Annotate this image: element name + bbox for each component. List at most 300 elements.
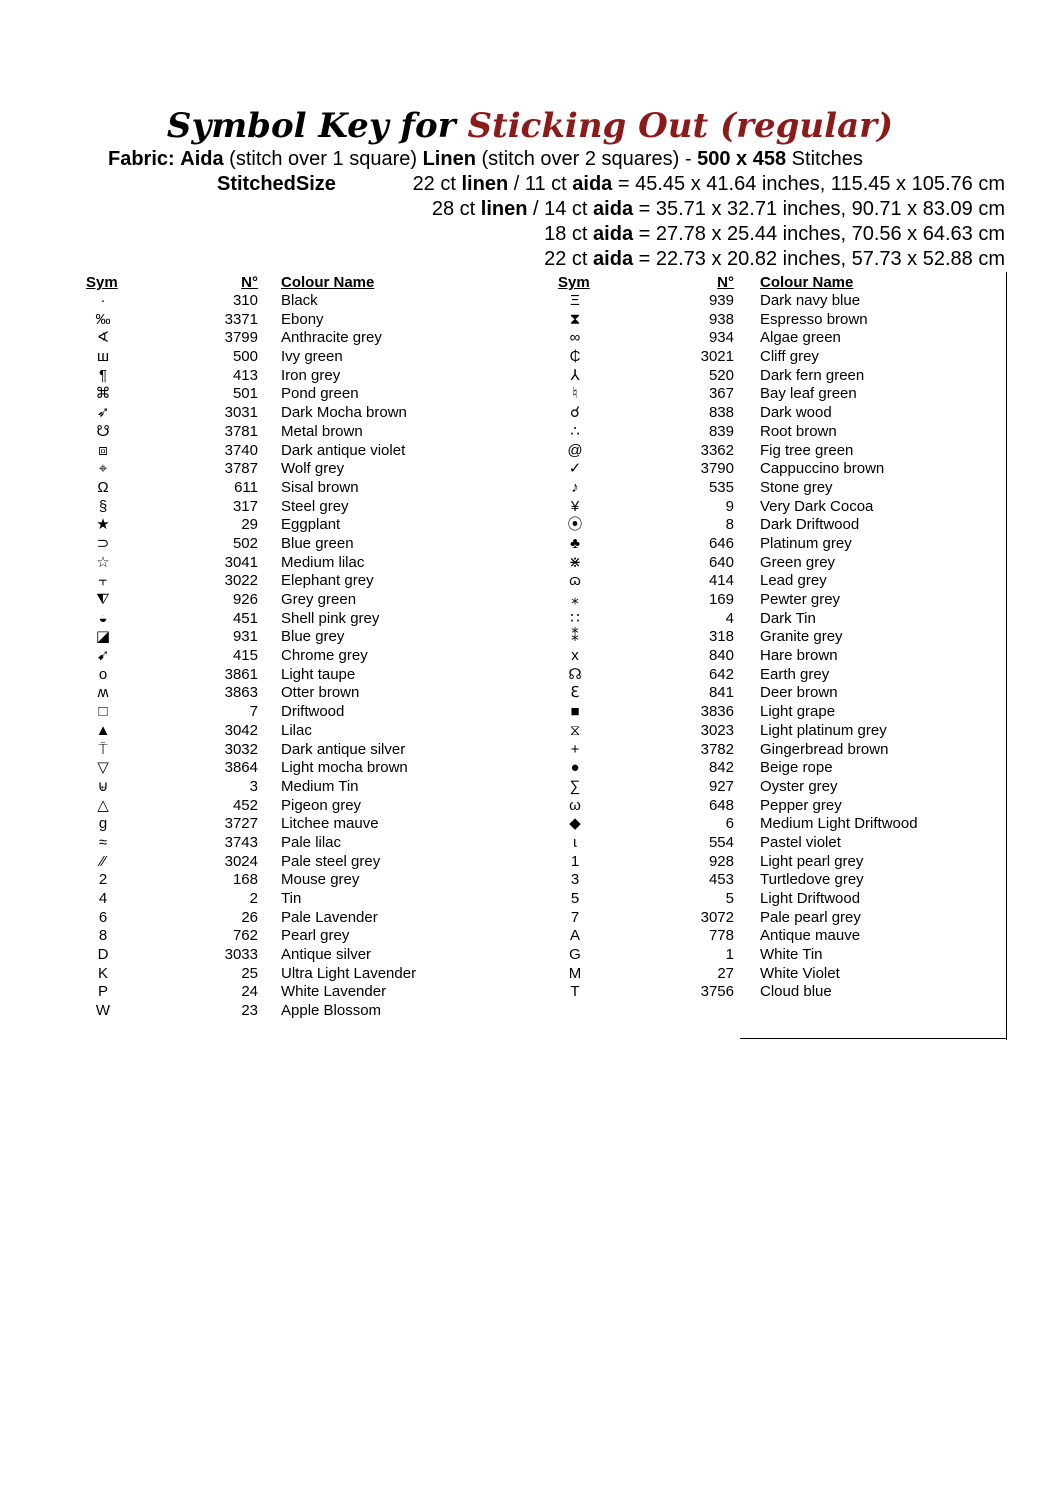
number-cell: 501 [232, 385, 258, 403]
colour-name-cell: Black [281, 292, 318, 309]
number-cell: 3861 [224, 665, 258, 683]
number-cell: 3032 [224, 740, 258, 758]
size-fabric-a: linen [480, 198, 528, 220]
fabric-aida: Aida [180, 148, 224, 170]
symbol-cell: g [98, 815, 108, 833]
colour-name-cell: Pewter grey [760, 591, 841, 608]
number-cell: 3041 [224, 553, 258, 571]
table-row [520, 871, 1020, 890]
table-row [0, 535, 520, 554]
colour-name-cell: Blue green [281, 534, 354, 552]
colour-name-cell: Granite grey [760, 628, 843, 646]
size-value: = 45.45 x 41.64 inches, 115.45 x 105.76 cm [617, 173, 1005, 195]
stitched-size-label: StitchedSize [217, 173, 336, 195]
table-row [0, 385, 520, 404]
colour-name-cell: Pearl grey [281, 927, 350, 945]
colour-name-cell: Pale lilac [281, 833, 342, 851]
number-cell: 3371 [224, 310, 258, 328]
table-row [0, 722, 520, 741]
table-row [520, 834, 1020, 853]
number-cell: 3864 [224, 759, 258, 777]
symbol-cell: 5 [570, 890, 580, 907]
number-cell: 5 [725, 890, 734, 907]
number-cell: 3740 [224, 441, 258, 459]
number-cell: 3362 [700, 441, 734, 459]
symbol-cell: ⫟ [98, 572, 108, 590]
size-line [544, 222, 1005, 246]
header-name-right: Colour Name [760, 274, 854, 291]
number-cell: 938 [708, 310, 734, 328]
symbol-cell: ☊ [568, 665, 582, 683]
colour-name-cell: Oyster grey [760, 777, 838, 795]
table-row [0, 759, 520, 778]
table-row [520, 722, 1020, 741]
table-row [520, 890, 1020, 909]
colour-name-cell: Iron grey [281, 366, 341, 384]
colour-name-cell: Elephant grey [281, 572, 374, 590]
table-row [0, 292, 520, 311]
colour-name-cell: Beige rope [760, 759, 833, 777]
table-row [0, 572, 520, 591]
number-cell: 318 [708, 628, 734, 646]
number-cell: 842 [708, 759, 734, 777]
colour-name-cell: Wolf grey [281, 460, 345, 478]
colour-name-cell: Mouse grey [281, 871, 360, 889]
symbol-cell: ʍ [97, 684, 109, 702]
symbol-cell: ш [96, 348, 110, 366]
symbol-cell: ⋇ [568, 553, 582, 571]
number-cell: 453 [708, 871, 734, 889]
symbol-cell: Ξ [570, 292, 580, 309]
colour-name-cell: Platinum grey [760, 534, 852, 552]
number-cell: 3743 [224, 833, 258, 851]
symbol-cell: ⧗ [569, 310, 581, 328]
number-cell: 451 [232, 609, 258, 627]
symbol-cell: ☌ [569, 404, 581, 422]
border-right [1006, 272, 1007, 1040]
symbol-cell: D [97, 946, 109, 964]
size-value: = 35.71 x 32.71 inches, 90.71 x 83.09 cm [638, 198, 1005, 220]
number-cell: 3787 [224, 460, 258, 478]
number-cell: 317 [232, 497, 258, 515]
symbol-cell: ◆ [569, 815, 581, 833]
symbol-cell: x [571, 647, 579, 665]
number-cell: 502 [232, 534, 258, 552]
colour-name-cell: White Violet [760, 964, 840, 982]
number-cell: 168 [232, 871, 258, 889]
number-cell: 3022 [224, 572, 258, 590]
table-row [0, 367, 520, 386]
colour-name-cell: Dark navy blue [760, 292, 861, 309]
symbol-cell: ✓ [568, 460, 582, 478]
size-fabric-b: aida [593, 198, 634, 220]
colour-name-cell: Cloud blue [760, 983, 832, 1001]
number-cell: 7 [249, 703, 258, 721]
symbol-cell: ℇ [570, 684, 580, 702]
number-cell: 762 [232, 927, 258, 945]
table-row [0, 329, 520, 348]
number-cell: 778 [708, 927, 734, 945]
number-cell: 3031 [224, 404, 258, 422]
size-line [413, 172, 1005, 196]
number-cell: 413 [232, 366, 258, 384]
number-cell: 642 [708, 665, 734, 683]
number-cell: 29 [241, 516, 258, 534]
symbol-cell: ⦿ [567, 516, 583, 534]
table-row [0, 423, 520, 442]
table-row [0, 610, 520, 629]
number-cell: 3727 [224, 815, 258, 833]
colour-name-cell: Dark Tin [760, 609, 816, 627]
symbol-cell: o [98, 665, 108, 683]
number-cell: 646 [708, 534, 734, 552]
table-row [0, 853, 520, 872]
number-cell: 367 [708, 385, 734, 403]
colour-name-cell: Ebony [281, 310, 324, 328]
number-cell: 169 [708, 591, 734, 608]
colour-name-cell: Cappuccino brown [760, 460, 885, 478]
colour-name-cell: Dark Driftwood [760, 516, 860, 534]
number-cell: 3781 [224, 422, 258, 440]
table-row [0, 983, 520, 1002]
colour-name-cell: Pale Lavender [281, 908, 378, 926]
symbol-cell: ⊌ [97, 777, 109, 795]
symbol-cell: ● [570, 759, 580, 777]
colour-name-cell: Dark Mocha brown [281, 404, 407, 422]
header-name-left: Colour Name [281, 274, 375, 291]
number-cell: 4 [725, 609, 734, 627]
symbol-cell: Ω [97, 478, 109, 496]
number-cell: 3756 [700, 983, 734, 1001]
colour-name-cell: Stone grey [760, 478, 833, 496]
table-row [0, 591, 520, 610]
number-cell: 934 [708, 329, 734, 347]
symbol-cell: ★ [96, 516, 110, 534]
colour-name-cell: White Tin [760, 946, 823, 964]
table-row [520, 778, 1020, 797]
colour-name-cell: Light pearl grey [760, 852, 864, 870]
table-row [0, 460, 520, 479]
stitch-count: 500 x 458 [697, 148, 787, 170]
fabric-aida-note: (stitch over 1 square) [229, 148, 418, 170]
symbol-cell: ‰ [95, 310, 111, 328]
colour-name-cell: Earth grey [760, 665, 830, 683]
symbol-cell: 6 [98, 908, 108, 926]
symbol-cell: G [569, 946, 581, 964]
number-cell: 928 [708, 852, 734, 870]
number-cell: 554 [708, 833, 734, 851]
number-cell: 640 [708, 553, 734, 571]
number-cell: 927 [708, 777, 734, 795]
fabric-linen: Linen [422, 148, 476, 170]
size-fabric-a: aida [593, 223, 634, 245]
colour-name-cell: Eggplant [281, 516, 341, 534]
table-row [520, 572, 1020, 591]
symbol-cell: ¶ [98, 366, 108, 384]
colour-name-cell: Light taupe [281, 665, 356, 683]
colour-name-cell: White Lavender [281, 983, 387, 1001]
symbol-cell: ➶ [96, 404, 110, 422]
table-row [520, 385, 1020, 404]
symbol-cell: ɷ [569, 572, 581, 590]
number-cell: 3863 [224, 684, 258, 702]
size-line [432, 197, 1005, 221]
symbol-cell: ⁄⁄ [100, 852, 106, 870]
symbol-cell: ♣ [570, 534, 580, 552]
symbol-cell: ⧈ [98, 441, 108, 459]
table-row [0, 909, 520, 928]
number-cell: 926 [232, 591, 258, 608]
number-cell: 535 [708, 478, 734, 496]
number-cell: 3072 [700, 908, 734, 926]
colour-name-cell: Pale pearl grey [760, 908, 861, 926]
number-cell: 839 [708, 422, 734, 440]
table-row [520, 927, 1020, 946]
symbol-cell: 7 [570, 908, 580, 926]
table-row [520, 498, 1020, 517]
table-row [0, 628, 520, 647]
fabric-label: Fabric: [108, 148, 175, 170]
table-row [0, 554, 520, 573]
colour-name-cell: Pepper grey [760, 796, 842, 814]
table-row [0, 666, 520, 685]
table-row [0, 815, 520, 834]
number-cell: 3033 [224, 946, 258, 964]
symbol-cell: § [98, 497, 108, 515]
number-cell: 611 [234, 478, 258, 496]
colour-name-cell: Driftwood [281, 703, 345, 721]
symbol-cell: 4 [98, 890, 108, 907]
symbol-cell: A [569, 927, 580, 945]
symbol-cell: ω [569, 796, 581, 814]
table-row [0, 442, 520, 461]
colour-name-cell: Pond green [281, 385, 359, 403]
table-row [520, 479, 1020, 498]
colour-name-cell: Dark antique violet [281, 441, 406, 459]
symbol-cell: ◒ [98, 609, 108, 627]
symbol-cell: △ [97, 796, 109, 814]
size-ct: 18 ct [544, 223, 588, 245]
colour-name-cell: Root brown [760, 422, 837, 440]
colour-name-cell: Cliff grey [760, 348, 819, 366]
number-cell: 25 [241, 964, 258, 982]
symbol-cell: ⅄ [570, 366, 580, 384]
symbol-cell: ⌘ [95, 385, 111, 403]
number-cell: 3790 [700, 460, 734, 478]
table-row [520, 554, 1020, 573]
colour-name-cell: Antique silver [281, 946, 372, 964]
pattern-name: Sticking Out (regular) [467, 106, 894, 146]
size-ct: 22 ct [544, 248, 588, 270]
symbol-cell: ▲ [95, 721, 111, 739]
colour-name-cell: Dark wood [760, 404, 832, 422]
size-line [544, 247, 1005, 271]
table-row [0, 647, 520, 666]
table-row [520, 815, 1020, 834]
colour-name-cell: Light platinum grey [760, 721, 887, 739]
symbol-cell: M [568, 964, 582, 982]
table-row [0, 498, 520, 517]
header-num-left: N° [241, 274, 258, 291]
table-row [520, 759, 1020, 778]
symbol-cell: □ [98, 703, 108, 721]
symbol-cell: ⧖ [569, 721, 581, 739]
symbol-cell: ☆ [96, 553, 110, 571]
table-row [520, 516, 1020, 535]
symbol-cell: 3 [570, 871, 580, 889]
key-table-left [0, 292, 520, 1021]
table-row [520, 535, 1020, 554]
size-fabric-a: aida [593, 248, 634, 270]
table-row [0, 871, 520, 890]
colour-name-cell: Espresso brown [760, 310, 868, 328]
colour-name-cell: Litchee mauve [281, 815, 379, 833]
colour-name-cell: Metal brown [281, 422, 363, 440]
table-row [520, 311, 1020, 330]
number-cell: 838 [708, 404, 734, 422]
colour-name-cell: Pale steel grey [281, 852, 381, 870]
symbol-cell: 1 [570, 852, 580, 870]
colour-name-cell: Sisal brown [281, 478, 359, 496]
colour-name-cell: Algae green [760, 329, 841, 347]
colour-name-cell: Grey green [281, 591, 357, 608]
table-row [0, 741, 520, 760]
size-fabric-b: aida [572, 173, 613, 195]
table-row [520, 591, 1020, 610]
table-row [520, 460, 1020, 479]
table-row [0, 946, 520, 965]
size-value: = 22.73 x 20.82 inches, 57.73 x 52.88 cm [638, 248, 1005, 270]
table-row [520, 367, 1020, 386]
table-row [520, 853, 1020, 872]
header-sym-right: Sym [558, 274, 590, 291]
number-cell: 840 [708, 647, 734, 665]
colour-name-cell: Light Driftwood [760, 890, 861, 907]
table-row [520, 404, 1020, 423]
number-cell: 3836 [700, 703, 734, 721]
size-value: = 27.78 x 25.44 inches, 70.56 x 64.63 cm [638, 223, 1005, 245]
colour-name-cell: Pigeon grey [281, 796, 362, 814]
number-cell: 6 [725, 815, 734, 833]
symbol-cell: ⍑ [98, 740, 108, 758]
colour-name-cell: Medium lilac [281, 553, 365, 571]
table-row [520, 348, 1020, 367]
table-row [520, 628, 1020, 647]
table-row [520, 983, 1020, 1002]
table-row [0, 797, 520, 816]
number-cell: 414 [708, 572, 734, 590]
symbol-cell: ▽ [97, 759, 109, 777]
table-row [520, 797, 1020, 816]
number-cell: 9 [725, 497, 734, 515]
table-row [0, 1002, 520, 1021]
number-cell: 500 [232, 348, 258, 366]
number-cell: 648 [708, 796, 734, 814]
colour-name-cell: Fig tree green [760, 441, 854, 459]
page-title [0, 102, 1060, 150]
table-row [520, 946, 1020, 965]
table-row [520, 741, 1020, 760]
symbol-cell: P [97, 983, 108, 1001]
header-sym-left: Sym [86, 274, 118, 291]
stitches-label: Stitches [791, 148, 863, 170]
table-row [0, 348, 520, 367]
number-cell: 2 [249, 890, 258, 907]
title-prefix: Symbol Key for [166, 106, 456, 146]
table-row [520, 329, 1020, 348]
size-sep: / 14 ct [533, 198, 588, 220]
size-sep: / 11 ct [513, 173, 567, 195]
colour-name-cell: Turtledove grey [760, 871, 864, 889]
symbol-cell: + [570, 740, 580, 758]
symbol-cell: · [100, 292, 106, 309]
number-cell: 3021 [700, 348, 734, 366]
table-row [0, 890, 520, 909]
symbol-cell: ♪ [571, 478, 579, 496]
colour-name-cell: Lilac [281, 721, 312, 739]
number-cell: 939 [708, 292, 734, 309]
colour-name-cell: Light mocha brown [281, 759, 408, 777]
colour-name-cell: Deer brown [760, 684, 838, 702]
colour-name-cell: Dark antique silver [281, 740, 406, 758]
number-cell: 841 [708, 684, 734, 702]
symbol-cell: W [95, 1002, 111, 1020]
size-ct: 22 ct [412, 173, 456, 195]
number-cell: 23 [241, 1002, 258, 1020]
colour-name-cell: Shell pink grey [281, 609, 380, 627]
symbol-cell: K [97, 964, 108, 982]
symbol-cell: ∑ [569, 777, 581, 795]
number-cell: 24 [241, 983, 258, 1001]
symbol-cell: ➹ [96, 647, 110, 665]
table-row [0, 703, 520, 722]
colour-name-cell: Tin [281, 890, 302, 907]
table-row [520, 703, 1020, 722]
fabric-line [108, 147, 863, 171]
table-row [520, 292, 1020, 311]
colour-name-cell: Antique mauve [760, 927, 861, 945]
symbol-cell: 2 [98, 871, 108, 889]
symbol-cell: ■ [570, 703, 580, 721]
colour-name-cell: Chrome grey [281, 647, 368, 665]
number-cell: 1 [725, 946, 734, 964]
table-row [520, 909, 1020, 928]
table-row [520, 442, 1020, 461]
table-row [0, 404, 520, 423]
colour-name-cell: Anthracite grey [281, 329, 382, 347]
symbol-cell: ∷ [570, 609, 580, 627]
symbol-cell: ∢ [96, 329, 110, 347]
symbol-cell: ♮ [572, 385, 578, 403]
table-row [520, 610, 1020, 629]
colour-name-cell: Medium Light Driftwood [760, 815, 918, 833]
colour-name-cell: Steel grey [281, 497, 349, 515]
number-cell: 3799 [224, 329, 258, 347]
number-cell: 3024 [224, 852, 258, 870]
colour-name-cell: Medium Tin [281, 777, 359, 795]
colour-name-cell: Pastel violet [760, 833, 841, 851]
symbol-cell: ∴ [570, 422, 580, 440]
number-cell: 26 [241, 908, 258, 926]
colour-name-cell: Bay leaf green [760, 385, 857, 403]
number-cell: 3023 [700, 721, 734, 739]
symbol-cell: ₵ [569, 348, 581, 366]
colour-name-cell: Otter brown [281, 684, 360, 702]
symbol-cell: ⁑ [571, 628, 579, 646]
table-row [0, 311, 520, 330]
number-cell: 520 [708, 366, 734, 384]
colour-name-cell: Ivy green [281, 348, 343, 366]
